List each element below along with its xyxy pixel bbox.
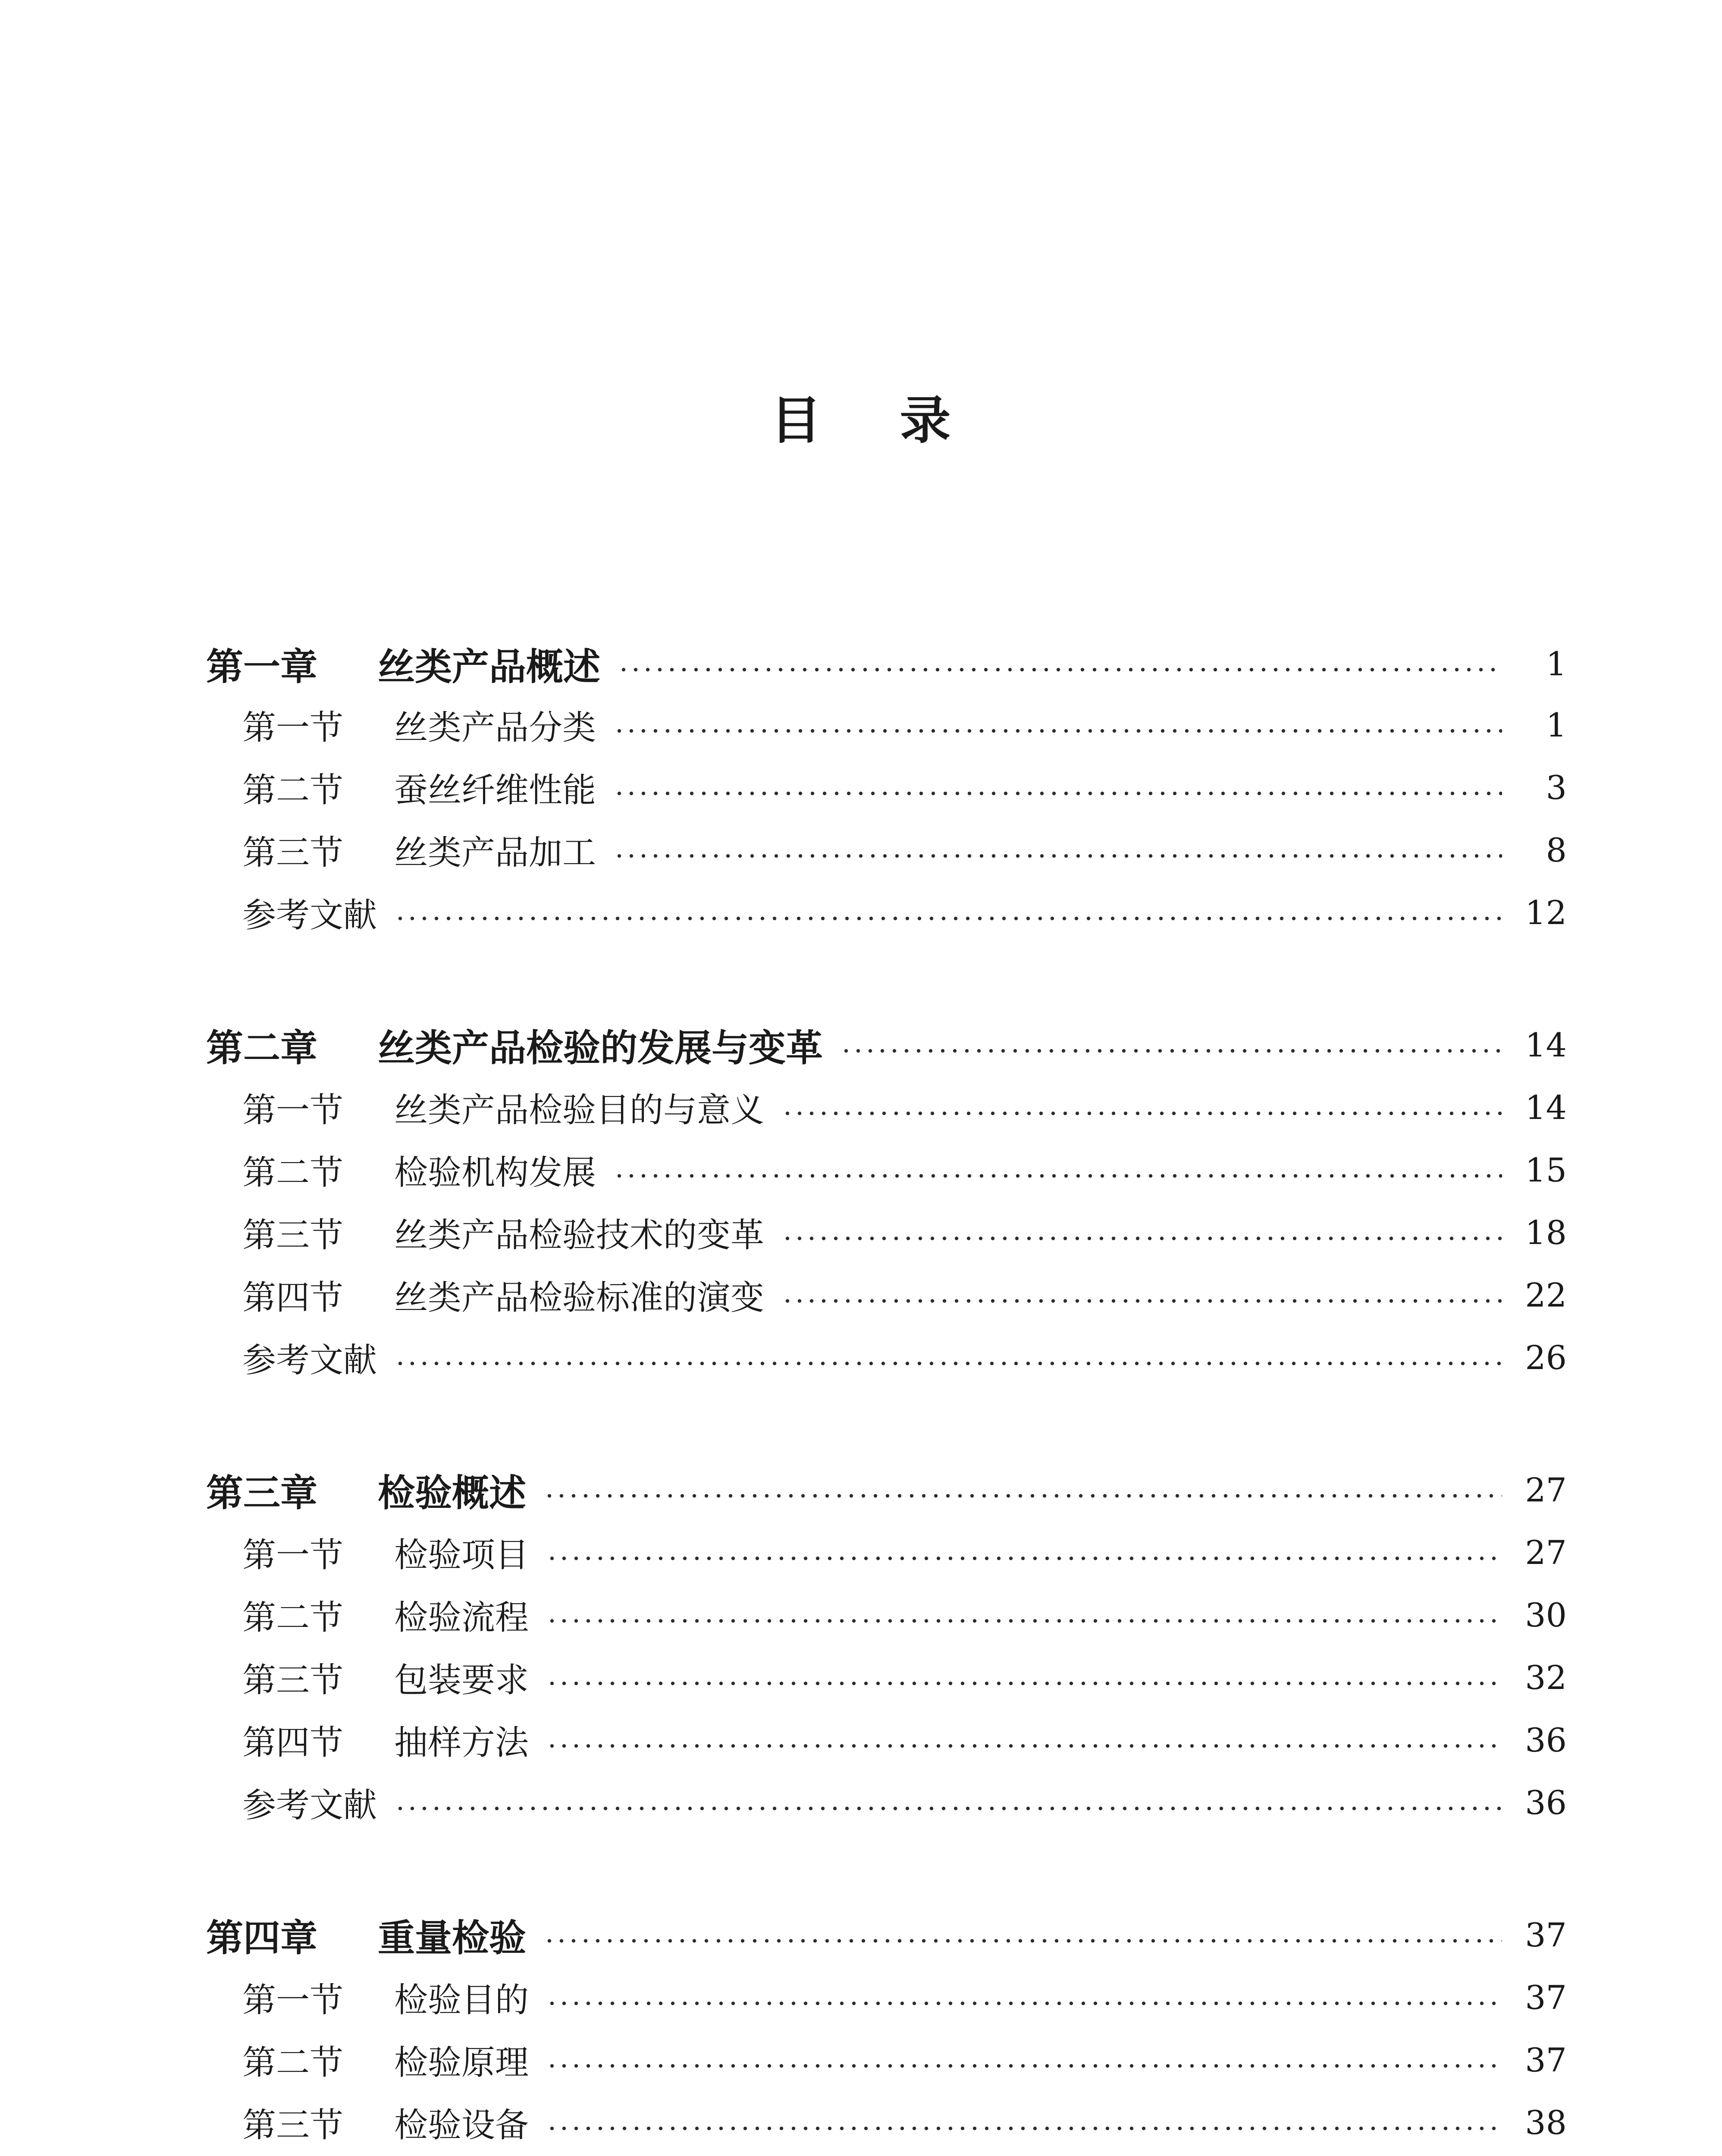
dot-leader xyxy=(546,1681,1502,1686)
chapter-title: 检验概述 xyxy=(378,1472,526,1515)
toc-section-3-4[interactable] xyxy=(0,1712,1722,1768)
toc-references-3[interactable] xyxy=(0,1774,1722,1830)
page-title-char-2: 录 xyxy=(900,391,952,450)
section-page-number: 30 xyxy=(1525,1595,1567,1634)
dot-leader xyxy=(546,1619,1502,1623)
section-page-number: 1 xyxy=(1546,705,1567,744)
dot-leader xyxy=(781,1299,1502,1303)
section-title: 检验机构发展 xyxy=(394,1153,596,1192)
toc-references-2[interactable] xyxy=(0,1329,1722,1385)
dot-leader xyxy=(613,1174,1502,1178)
section-title: 丝类产品加工 xyxy=(394,834,596,872)
references-title: 参考文献 xyxy=(242,896,377,935)
dot-leader xyxy=(546,1556,1502,1561)
section-label: 第三节 xyxy=(242,834,344,872)
chapter-page-number: 37 xyxy=(1525,1915,1567,1954)
dot-leader xyxy=(546,2126,1502,2131)
section-label: 第四节 xyxy=(242,1724,344,1762)
section-page-number: 27 xyxy=(1525,1533,1567,1572)
dot-leader xyxy=(543,1494,1502,1498)
section-label: 第三节 xyxy=(242,1216,344,1255)
toc-references-1[interactable] xyxy=(0,884,1722,940)
chapter-label: 第二章 xyxy=(206,1027,317,1070)
toc-section-2-1[interactable] xyxy=(0,1079,1722,1135)
dot-leader xyxy=(394,1361,1502,1366)
references-title: 参考文献 xyxy=(242,1341,377,1380)
section-label: 第一节 xyxy=(242,1091,344,1130)
section-page-number: 8 xyxy=(1546,830,1567,869)
section-page-number: 3 xyxy=(1546,768,1567,807)
references-page-number: 26 xyxy=(1525,1338,1567,1377)
toc-section-1-1[interactable] xyxy=(0,697,1722,753)
toc-section-2-4[interactable] xyxy=(0,1267,1722,1323)
dot-leader xyxy=(394,916,1502,921)
section-label: 第二节 xyxy=(242,771,344,810)
dot-leader xyxy=(613,791,1502,796)
dot-leader xyxy=(546,2001,1502,2006)
toc-section-3-2[interactable] xyxy=(0,1587,1722,1643)
section-page-number: 36 xyxy=(1525,1720,1567,1759)
section-page-number: 14 xyxy=(1525,1088,1567,1127)
dot-leader xyxy=(394,1806,1502,1811)
dot-leader xyxy=(840,1049,1502,1053)
toc-section-1-3[interactable] xyxy=(0,822,1722,878)
section-page-number: 38 xyxy=(1525,2103,1567,2142)
toc-chapter-1[interactable] xyxy=(0,636,1722,692)
section-title: 检验原理 xyxy=(394,2043,529,2082)
dot-leader xyxy=(781,1236,1502,1241)
section-label: 第三节 xyxy=(242,1661,344,1700)
section-page-number: 37 xyxy=(1525,2040,1567,2079)
section-title: 检验设备 xyxy=(394,2106,529,2145)
toc-section-2-2[interactable] xyxy=(0,1142,1722,1198)
chapter-label: 第三章 xyxy=(206,1472,317,1515)
references-page-number: 12 xyxy=(1525,893,1567,932)
toc-section-4-2[interactable] xyxy=(0,2032,1722,2088)
section-title: 包装要求 xyxy=(394,1661,529,1700)
section-title: 检验项目 xyxy=(394,1536,529,1575)
toc-section-3-1[interactable] xyxy=(0,1524,1722,1580)
section-page-number: 18 xyxy=(1525,1213,1567,1252)
toc-chapter-4[interactable] xyxy=(0,1907,1722,1963)
chapter-title: 重量检验 xyxy=(378,1917,526,1960)
dot-leader xyxy=(618,667,1502,672)
dot-leader xyxy=(781,1111,1502,1116)
toc-section-2-3[interactable] xyxy=(0,1204,1722,1260)
section-title: 丝类产品检验标准的演变 xyxy=(394,1279,765,1317)
section-page-number: 37 xyxy=(1525,1978,1567,2017)
toc-section-4-1[interactable] xyxy=(0,1969,1722,2025)
section-label: 第三节 xyxy=(242,2106,344,2145)
chapter-page-number: 14 xyxy=(1525,1025,1567,1064)
section-page-number: 15 xyxy=(1525,1150,1567,1189)
section-label: 第二节 xyxy=(242,1153,344,1192)
section-title: 丝类产品检验目的与意义 xyxy=(394,1091,765,1130)
chapter-label: 第一章 xyxy=(206,646,317,689)
dot-leader xyxy=(546,1744,1502,1748)
section-title: 丝类产品分类 xyxy=(394,708,596,747)
dot-leader xyxy=(543,1939,1502,1943)
chapter-title: 丝类产品概述 xyxy=(378,646,600,689)
section-page-number: 22 xyxy=(1525,1275,1567,1314)
toc-section-3-3[interactable] xyxy=(0,1649,1722,1705)
dot-leader xyxy=(546,2064,1502,2068)
section-label: 第一节 xyxy=(242,1981,344,2020)
section-title: 丝类产品检验技术的变革 xyxy=(394,1216,765,1255)
section-title: 抽样方法 xyxy=(394,1724,529,1762)
chapter-page-number: 1 xyxy=(1546,644,1567,683)
references-title: 参考文献 xyxy=(242,1786,377,1825)
toc-section-4-3[interactable] xyxy=(0,2094,1722,2150)
toc-chapter-2[interactable] xyxy=(0,1017,1722,1073)
dot-leader xyxy=(613,729,1502,733)
section-title: 蚕丝纤维性能 xyxy=(394,771,596,810)
section-page-number: 32 xyxy=(1525,1658,1567,1697)
chapter-page-number: 27 xyxy=(1525,1470,1567,1509)
toc-section-1-2[interactable] xyxy=(0,759,1722,815)
section-label: 第一节 xyxy=(242,1536,344,1575)
chapter-label: 第四章 xyxy=(206,1917,317,1960)
references-page-number: 36 xyxy=(1525,1783,1567,1822)
section-title: 检验流程 xyxy=(394,1598,529,1637)
section-label: 第四节 xyxy=(242,1279,344,1317)
section-title: 检验目的 xyxy=(394,1981,529,2020)
section-label: 第二节 xyxy=(242,1598,344,1637)
section-label: 第一节 xyxy=(242,708,344,747)
toc-chapter-3[interactable] xyxy=(0,1462,1722,1518)
page-title-char-1: 目 xyxy=(770,391,822,450)
chapter-title: 丝类产品检验的发展与变革 xyxy=(378,1027,823,1070)
section-label: 第二节 xyxy=(242,2043,344,2082)
dot-leader xyxy=(613,854,1502,858)
